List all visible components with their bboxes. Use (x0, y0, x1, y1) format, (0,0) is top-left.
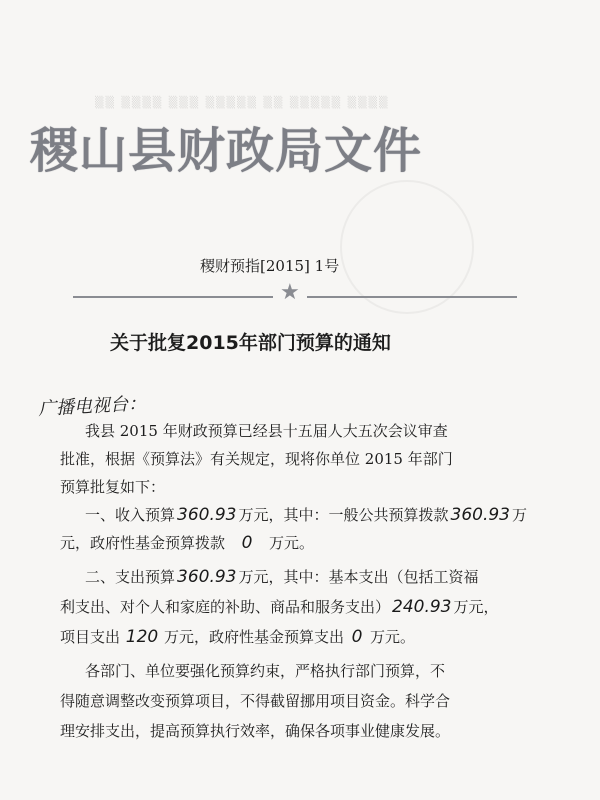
handwritten-income-fund: 0 (241, 533, 253, 553)
document-number: 稷财预指[2015] 1号 (200, 257, 340, 275)
body-line: 各部门、单位要强化预算约束，严格执行部门预算，不 (85, 662, 446, 680)
body-line: 理安排支出，提高预算执行效率，确保各项事业健康发展。 (60, 722, 451, 740)
text: 万元。 (370, 628, 416, 646)
handwritten-expense-total: 360.93 (177, 567, 237, 587)
text: 万元。 (269, 534, 315, 552)
handwritten-expense-fund: 0 (351, 627, 363, 647)
handwritten-income-total: 360.93 (177, 505, 237, 525)
text: 项目支出 (60, 628, 121, 646)
body-line-income-fund (60, 532, 314, 553)
document-header-title: 稷山县财政局文件 (30, 123, 423, 179)
text: 一、收入预算 (85, 506, 176, 524)
handwritten-expense-project: 120 (125, 627, 159, 647)
bleed-through-text: ▒▒ ▒▒▒▒ ▒▒▒ ▒▒▒▒▒ ▒▒ ▒▒▒▒▒ ▒▒▒▒ (95, 96, 390, 109)
body-line-income (85, 504, 527, 525)
body-line-expense (85, 566, 479, 587)
bleed-through-stamp (340, 180, 474, 314)
header-rule-right (307, 296, 517, 298)
star-icon: ★ (280, 280, 300, 305)
text: 二、支出预算 (85, 568, 176, 586)
text: 利支出、对个人和家庭的补助、商品和服务支出） (60, 598, 391, 616)
text: 万元，其中：一般公共预算拨款 (238, 506, 449, 524)
body-line-expense-basic (60, 596, 499, 617)
handwritten-income-general: 360.93 (450, 505, 510, 525)
text: 万元，其中：基本支出（包括工资福 (238, 568, 479, 586)
body-line: 我县 2015 年财政预算已经县十五届人大五次会议审查 (85, 422, 448, 440)
notice-title: 关于批复2015年部门预算的通知 (110, 332, 391, 354)
body-line: 得随意调整改变预算项目，不得截留挪用项目资金。科学合 (60, 692, 451, 710)
body-line: 预算批复如下： (60, 478, 166, 496)
text: 万 (512, 506, 528, 524)
handwritten-recipient: 广播电视台： (37, 393, 147, 420)
body-line-expense-project (60, 626, 415, 647)
text: 元，政府性基金预算拨款 (60, 534, 226, 552)
header-rule-left (73, 296, 273, 298)
body-line: 批准，根据《预算法》有关规定，现将你单位 2015 年部门 (60, 450, 453, 468)
handwritten-expense-basic: 240.93 (392, 597, 452, 617)
text: 万元， (453, 598, 499, 616)
text: 万元，政府性基金预算支出 (164, 628, 345, 646)
